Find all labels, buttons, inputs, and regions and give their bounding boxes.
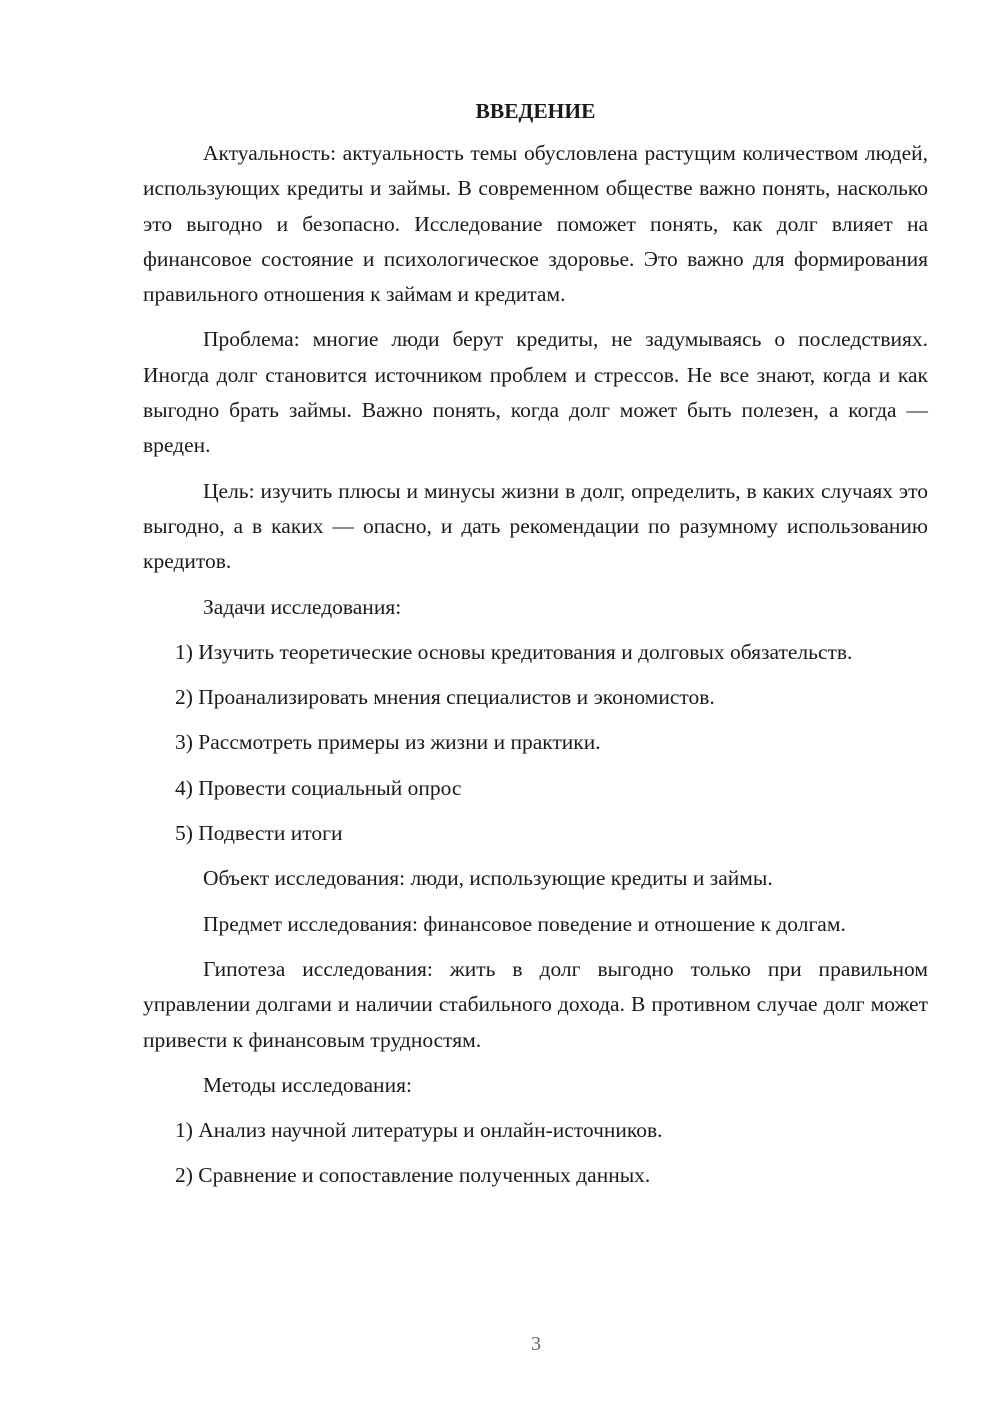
object-paragraph: Объект исследования: люди, использующие кредиты и займы. (203, 866, 773, 891)
subject-paragraph: Предмет исследования: финансовое поведение и отношение к долгам. (203, 911, 846, 936)
method-item-2: 2) Сравнение и сопоставление полученных данных. (175, 1163, 651, 1188)
tasks-heading: Задачи исследования: (203, 594, 402, 619)
task-item-1: 1) Изучить теоретические основы кредитования и долговых обязательств. (175, 639, 853, 664)
task-item-3: 3) Рассмотреть примеры из жизни и практики. (175, 730, 601, 755)
task-item-5: 5) Подвести итоги (175, 821, 343, 846)
page-title: ВВЕДЕНИЕ (475, 99, 596, 123)
task-item-4: 4) Провести социальный опрос (175, 775, 462, 800)
document-page (143, 96, 928, 1204)
goal-paragraph: Цель: изучить плюсы и минусы жизни в долг, определить, в каких случаях это выгодно, а в каких — опасно, и дать рекомендации по разумному использованию кредитов. (143, 478, 928, 574)
page-number: 3 (531, 1333, 541, 1355)
relevance-paragraph: Актуальность: актуальность темы обусловлена растущим количеством людей, использующих кредиты и займы. В современном обществе важно понять, насколько это выгодно и безопасно. Исследование поможет понять, как долг влияет на финансовое состояние и психологическое здоровье. Это важно для формирования правильного отношения к займам и кредитам. (143, 141, 928, 307)
methods-heading: Методы исследования: (203, 1072, 412, 1097)
method-item-1: 1) Анализ научной литературы и онлайн-источников. (175, 1118, 663, 1143)
problem-paragraph: Проблема: многие люди берут кредиты, не задумываясь о последствиях. Иногда долг становится источником проблем и стрессов. Не все знают, когда и как выгодно брать займы. Важно понять, когда долг может быть полезен, а когда — вреден. (143, 327, 928, 458)
task-item-2: 2) Проанализировать мнения специалистов и экономистов. (175, 685, 715, 710)
hypothesis-paragraph: Гипотеза исследования: жить в долг выгодно только при правильном управлении долгами и наличии стабильного дохода. В противном случае долг может привести к финансовым трудностям. (143, 956, 928, 1052)
